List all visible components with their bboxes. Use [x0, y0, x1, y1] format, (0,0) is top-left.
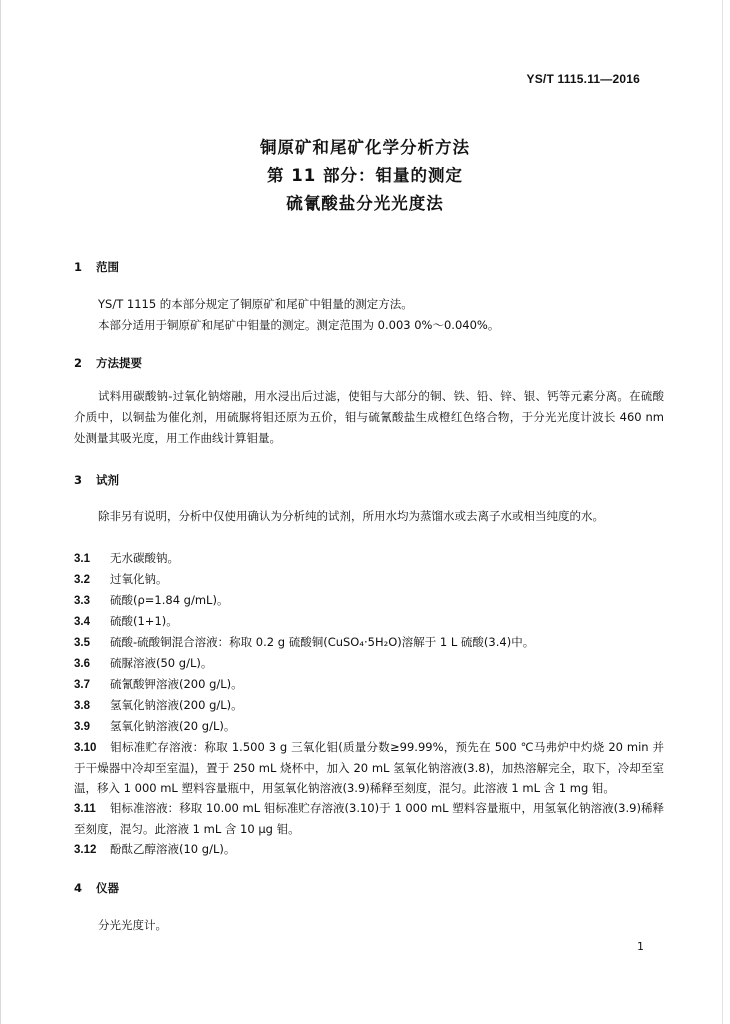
title-line-1: 铜原矿和尾矿化学分析方法	[260, 138, 470, 157]
list-item: 3.3 硫酸(ρ=1.84 g/mL)。	[74, 593, 229, 607]
reagents-intro-paragraph: 除非另有说明，分析中仅使用确认为分析纯的试剂，所用水均为蒸馏水或去离子水或相当纯度的水。	[98, 509, 604, 523]
list-item: 3.8 氢氧化钠溶液(200 g/L)。	[74, 698, 243, 712]
section-heading-scope: 1 范围	[74, 260, 119, 274]
section-heading-reagents: 3 试剂	[74, 473, 119, 487]
list-item: 3.11 钼标准溶液：移取 10.00 mL 钼标准贮存溶液(3.10)于 1 000 mL 塑料容量瓶中，用氢氧化钠溶液(3.9)稀释至刻度，混匀。此溶液 1 mL 含 10 μg 钼。	[74, 801, 664, 836]
title-line-2: 第 11 部分：钼量的测定	[267, 166, 463, 185]
scope-paragraph-1: YS/T 1115 的本部分规定了铜原矿和尾矿中钼量的测定方法。	[98, 297, 413, 311]
list-item: 3.1 无水碳酸钠。	[74, 551, 179, 565]
reagent-list	[74, 548, 664, 860]
section-apparatus-body	[74, 915, 664, 936]
list-item: 3.4 硫酸(1+1)。	[74, 614, 178, 628]
section-reagents-intro	[74, 506, 664, 527]
section-heading-apparatus: 4 仪器	[74, 881, 119, 895]
standard-number: YS/T 1115.11—2016	[526, 72, 640, 86]
principle-paragraph: 试料用碳酸钠-过氧化钠熔融，用水浸出后过滤，使钼与大部分的铜、铁、铅、锌、银、钙等元素分离。在硫酸介质中，以铜盐为催化剂，用硫脲将钼还原为五价，钼与硫氰酸盐生成橙红色络合物，于分光光度计波长 460 nm 处测量其吸光度，用工作曲线计算钼量。	[74, 389, 664, 445]
title-line-3: 硫氰酸盐分光光度法	[286, 194, 444, 213]
apparatus-paragraph: 分光光度计。	[98, 918, 167, 932]
list-item: 3.7 硫氰酸钾溶液(200 g/L)。	[74, 677, 243, 691]
section-principle-body	[74, 386, 664, 449]
list-item: 3.6 硫脲溶液(50 g/L)。	[74, 656, 213, 670]
list-item: 3.10 钼标准贮存溶液：称取 1.500 3 g 三氧化钼(质量分数≥99.99%，预先在 500 ℃马弗炉中灼烧 20 min 并于干燥器中冷却至室温)，置于 250 mL 烧杯中，加入 20 mL 氢氧化钠溶液(3.8)，加热溶解完全，取下，冷却至室温，移入 1 000 mL 塑料容量瓶中，用氢氧化钠溶液(3.9)稀释至刻度，混匀。此溶液 1 mL 含 1 mg 钼。	[74, 740, 664, 795]
list-item: 3.12 酚酞乙醇溶液(10 g/L)。	[74, 842, 236, 856]
list-item: 3.5 硫酸-硫酸铜混合溶液：称取 0.2 g 硫酸铜(CuSO₄·5H₂O)溶解于 1 L 硫酸(3.4)中。	[74, 635, 535, 649]
list-item: 3.2 过氧化钠。	[74, 572, 168, 586]
list-item: 3.9 氢氧化钠溶液(20 g/L)。	[74, 719, 236, 733]
section-scope-body	[74, 294, 664, 336]
page-number: 1	[637, 940, 644, 953]
section-heading-principle: 2 方法提要	[74, 356, 142, 370]
scope-paragraph-2: 本部分适用于铜原矿和尾矿中钼量的测定。测定范围为 0.003 0%～0.040%。	[98, 318, 500, 332]
